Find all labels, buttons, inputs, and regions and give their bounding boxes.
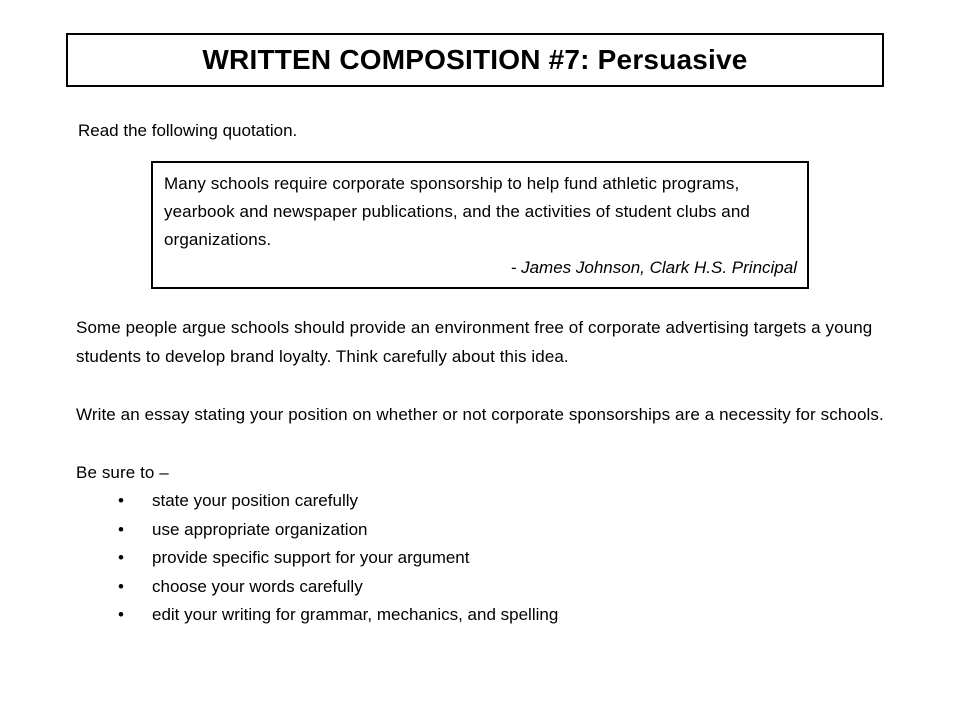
task-paragraph: Write an essay stating your position on whether or not corporate sponsorships are a necessity for schools. — [76, 405, 884, 424]
bullet-icon: • — [118, 576, 124, 596]
checklist-item-text: choose your words carefully — [152, 576, 363, 596]
checklist-item — [76, 516, 896, 545]
paragraph-spacer — [76, 429, 896, 458]
checklist-item-text: state your position carefully — [152, 491, 358, 510]
checklist-item — [76, 573, 896, 602]
checklist-intro: Be sure to – — [76, 463, 169, 482]
checklist-item — [76, 544, 896, 573]
checklist-item — [76, 601, 896, 630]
title-box — [66, 33, 884, 87]
intro-text: Read the following quotation. — [78, 121, 298, 140]
checklist-item-text: use appropriate organization — [152, 519, 368, 539]
quotation-attribution: - James Johnson, Clark H.S. Principal — [510, 258, 797, 277]
quotation-text: Many schools require corporate sponsorship to help fund athletic programs, yearbook and newspaper publications, and the activities of student clubs and organizations. — [164, 174, 750, 249]
argument-paragraph: Some people argue schools should provide an environment free of corporate advertising targets a young students to develop brand loyalty. Think carefully about this idea. — [76, 318, 873, 366]
page-title: WRITTEN COMPOSITION #7: Persuasive — [202, 44, 748, 75]
checklist-item — [76, 487, 896, 516]
bullet-icon: • — [118, 519, 124, 539]
bullet-icon: • — [118, 605, 124, 624]
prompt-body — [76, 313, 896, 630]
checklist-item-text: provide specific support for your argument — [152, 548, 470, 567]
paragraph-spacer — [76, 371, 896, 400]
quotation-box — [151, 161, 809, 289]
bullet-icon: • — [118, 491, 124, 510]
checklist-item-text: edit your writing for grammar, mechanics, and spelling — [152, 605, 559, 624]
bullet-icon: • — [118, 548, 124, 567]
checklist — [76, 487, 896, 630]
